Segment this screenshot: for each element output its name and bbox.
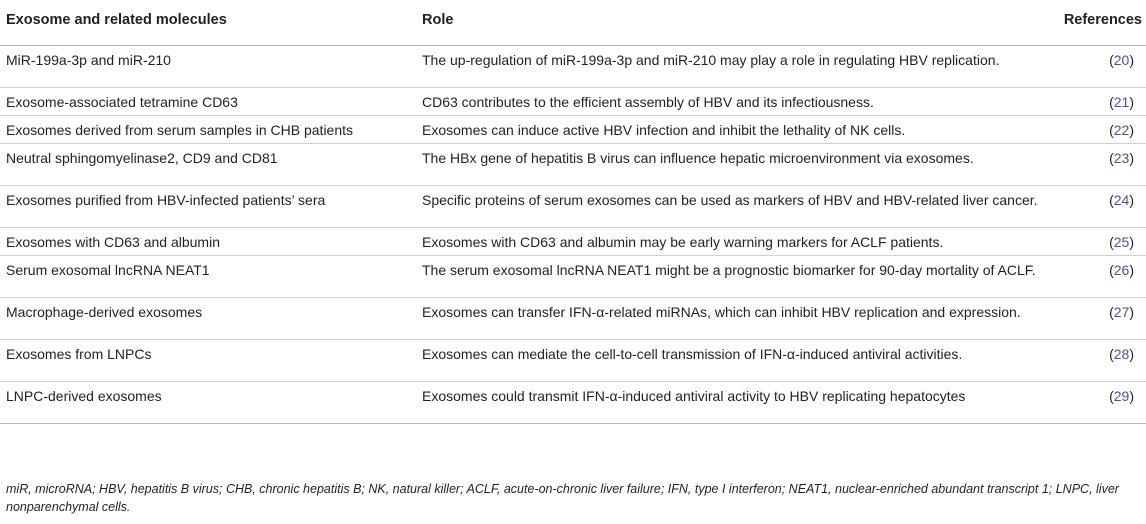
header-references: References	[1063, 12, 1142, 28]
reference-cell: (27)	[1109, 303, 1134, 320]
table-row	[0, 227, 1146, 255]
role-cell: Exosomes can induce active HBV infection and inhibit the lethality of NK cells.	[422, 121, 906, 138]
role-cell: Specific proteins of serum exosomes can be used as markers of HBV and HBV-related liver cancer.	[422, 191, 1038, 208]
molecule-cell: Serum exosomal lncRNA NEAT1	[6, 261, 210, 278]
molecule-cell: MiR-199a-3p and miR-210	[6, 51, 171, 68]
table-row	[0, 381, 1146, 423]
role-cell: Exosomes with CD63 and albumin may be early warning markers for ACLF patients.	[422, 233, 944, 250]
table-row	[0, 115, 1146, 143]
table-body	[0, 45, 1146, 423]
header-molecules: Exosome and related molecules	[6, 12, 227, 28]
role-cell: The up-regulation of miR-199a-3p and miR-210 may play a role in regulating HBV replication.	[422, 51, 1000, 68]
table-row	[0, 87, 1146, 115]
molecule-cell: LNPC-derived exosomes	[6, 387, 162, 404]
reference-link[interactable]: 24	[1113, 191, 1130, 208]
molecule-cell: Exosomes from LNPCs	[6, 345, 152, 362]
reference-cell: (20)	[1109, 51, 1134, 68]
molecule-cell: Exosome-associated tetramine CD63	[6, 93, 238, 110]
reference-cell: (29)	[1109, 387, 1134, 404]
molecule-cell: Exosomes purified from HBV-infected patients’ sera	[6, 191, 326, 208]
table-row	[0, 255, 1146, 297]
reference-link[interactable]: 23	[1113, 149, 1130, 166]
table-row	[0, 45, 1146, 87]
role-cell: The serum exosomal lncRNA NEAT1 might be a prognostic biomarker for 90-day mortality of ACLF.	[422, 261, 1036, 278]
reference-cell: (25)	[1109, 233, 1134, 250]
table-row	[0, 143, 1146, 185]
header-role: Role	[422, 12, 454, 28]
reference-link[interactable]: 29	[1113, 387, 1130, 404]
reference-cell: (23)	[1109, 149, 1134, 166]
reference-link[interactable]: 26	[1113, 261, 1130, 278]
table-row	[0, 339, 1146, 381]
molecule-cell: Macrophage-derived exosomes	[6, 303, 203, 320]
reference-link[interactable]: 21	[1113, 93, 1130, 110]
table-row	[0, 297, 1146, 339]
role-cell: The HBx gene of hepatitis B virus can influence hepatic microenvironment via exosomes.	[422, 149, 974, 166]
header-row	[0, 0, 1146, 45]
reference-cell: (26)	[1109, 261, 1134, 278]
reference-cell: (28)	[1109, 345, 1134, 362]
role-cell: Exosomes could transmit IFN-α-induced antiviral activity to HBV replicating hepatocytes	[422, 387, 966, 404]
reference-link[interactable]: 25	[1113, 233, 1130, 250]
table-footnote: miR, microRNA; HBV, hepatitis B virus; CHB, chronic hepatitis B; NK, natural killer; ACLF, acute-on-chronic liver failure; IFN, type I interferon; NEAT1, nuclear-enriched abundant transcript 1; LNPC, liver nonparenchymal cells.	[6, 482, 1119, 514]
reference-cell: (24)	[1109, 191, 1134, 208]
molecule-cell: Exosomes derived from serum samples in CHB patients	[6, 121, 354, 138]
role-cell: Exosomes can transfer IFN-α-related miRNAs, which can inhibit HBV replication and expression.	[422, 303, 1021, 320]
role-cell: CD63 contributes to the efficient assembly of HBV and its infectiousness.	[422, 93, 874, 110]
reference-link[interactable]: 20	[1113, 51, 1130, 68]
role-cell: Exosomes can mediate the cell-to-cell transmission of IFN-α-induced antiviral activities.	[422, 345, 963, 362]
reference-cell: (22)	[1109, 121, 1134, 138]
table-header	[0, 0, 1146, 45]
reference-cell: (21)	[1109, 93, 1134, 110]
molecule-cell: Exosomes with CD63 and albumin	[6, 233, 220, 250]
molecule-cell: Neutral sphingomyelinase2, CD9 and CD81	[6, 149, 278, 166]
reference-link[interactable]: 27	[1113, 303, 1130, 320]
reference-link[interactable]: 28	[1113, 345, 1130, 362]
table-row	[0, 185, 1146, 227]
reference-link[interactable]: 22	[1113, 121, 1130, 138]
